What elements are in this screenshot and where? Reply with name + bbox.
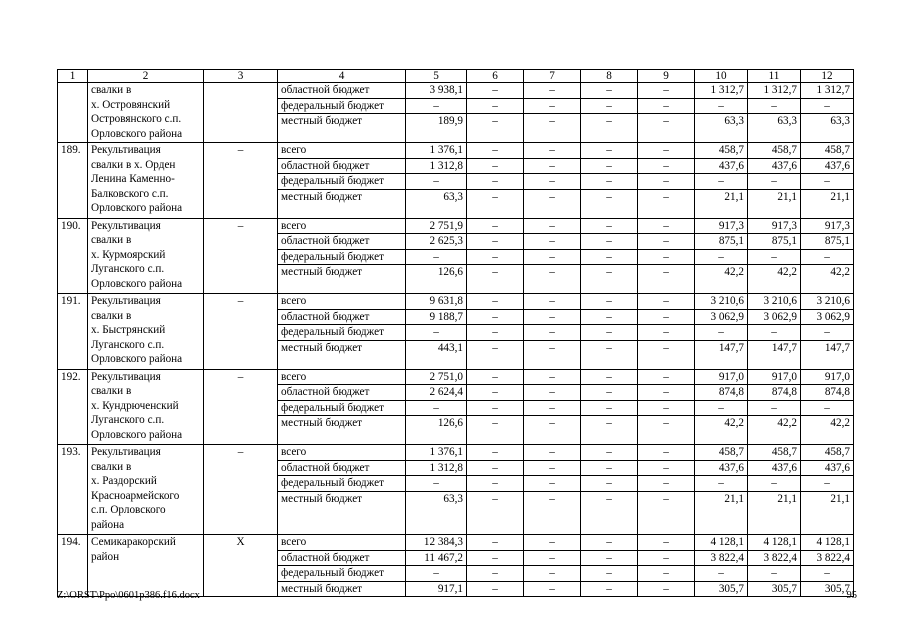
object-name: Семикаракорский район — [88, 535, 204, 597]
amount-cell: 437,6 — [695, 158, 748, 174]
amount-cell: 3 210,6 — [695, 294, 748, 310]
amount-cell: 11 467,2 — [406, 550, 467, 566]
budget-source: областной бюджет — [278, 309, 406, 325]
amount-cell: 1 312,8 — [406, 460, 467, 476]
amount-cell: – — [524, 265, 581, 294]
amount-cell: – — [748, 249, 801, 265]
amount-cell: – — [581, 218, 638, 234]
amount-cell: – — [748, 400, 801, 416]
amount-cell: 917,0 — [695, 369, 748, 385]
column-3-value — [204, 83, 278, 143]
amount-cell: – — [581, 535, 638, 551]
amount-cell: 42,2 — [748, 265, 801, 294]
column-number-header: 2 — [88, 70, 204, 83]
amount-cell: – — [638, 385, 695, 401]
budget-source: федеральный бюджет — [278, 325, 406, 341]
amount-cell: 21,1 — [801, 189, 854, 218]
amount-cell: – — [695, 249, 748, 265]
budget-source: федеральный бюджет — [278, 98, 406, 114]
amount-cell: – — [524, 189, 581, 218]
amount-cell: 875,1 — [748, 234, 801, 250]
amount-cell: 874,8 — [695, 385, 748, 401]
budget-source: местный бюджет — [278, 114, 406, 143]
amount-cell: 1 376,1 — [406, 143, 467, 159]
amount-cell: – — [695, 325, 748, 341]
amount-cell: – — [581, 476, 638, 492]
amount-cell: – — [524, 98, 581, 114]
amount-cell: – — [748, 98, 801, 114]
amount-cell: – — [801, 400, 854, 416]
amount-cell: 42,2 — [801, 416, 854, 445]
table-row — [58, 143, 854, 159]
amount-cell: – — [524, 535, 581, 551]
table-row — [58, 294, 854, 310]
amount-cell: – — [581, 189, 638, 218]
amount-cell: – — [638, 143, 695, 159]
column-number-header: 12 — [801, 70, 854, 83]
amount-cell: – — [524, 218, 581, 234]
amount-cell: 437,6 — [748, 460, 801, 476]
amount-cell: – — [406, 476, 467, 492]
amount-cell: 305,7 — [801, 581, 854, 597]
amount-cell: – — [467, 218, 524, 234]
amount-cell: 4 128,1 — [748, 535, 801, 551]
row-number: 194. — [58, 535, 88, 597]
amount-cell: 458,7 — [801, 143, 854, 159]
budget-source: всего — [278, 294, 406, 310]
amount-cell: – — [638, 309, 695, 325]
amount-cell: – — [467, 566, 524, 582]
amount-cell: 437,6 — [801, 158, 854, 174]
amount-cell: – — [581, 309, 638, 325]
table-row — [58, 535, 854, 551]
budget-source: областной бюджет — [278, 550, 406, 566]
amount-cell: 3 210,6 — [801, 294, 854, 310]
amount-cell: – — [638, 325, 695, 341]
amount-cell: – — [524, 158, 581, 174]
amount-cell: – — [467, 83, 524, 99]
amount-cell: – — [581, 114, 638, 143]
amount-cell: – — [638, 476, 695, 492]
amount-cell: – — [524, 460, 581, 476]
amount-cell: – — [581, 566, 638, 582]
budget-source: областной бюджет — [278, 158, 406, 174]
column-number-header: 4 — [278, 70, 406, 83]
amount-cell: – — [406, 249, 467, 265]
row-number: 190. — [58, 218, 88, 294]
amount-cell: – — [524, 369, 581, 385]
object-name: Рекультивация свалки в х. Курмоярский Луганского с.п. Орловского района — [88, 218, 204, 294]
amount-cell: 458,7 — [695, 445, 748, 461]
budget-source: всего — [278, 445, 406, 461]
amount-cell: 42,2 — [748, 416, 801, 445]
amount-cell: 917,0 — [801, 369, 854, 385]
amount-cell: – — [467, 550, 524, 566]
amount-cell: – — [581, 340, 638, 369]
column-number-header: 10 — [695, 70, 748, 83]
row-number: 191. — [58, 294, 88, 370]
amount-cell: – — [524, 385, 581, 401]
amount-cell: 1 312,7 — [801, 83, 854, 99]
amount-cell: 458,7 — [695, 143, 748, 159]
amount-cell: 1 312,7 — [748, 83, 801, 99]
budget-source: областной бюджет — [278, 83, 406, 99]
object-name: Рекультивация свалки в х. Раздорский Красноармейского с.п. Орловского района — [88, 445, 204, 535]
amount-cell: – — [638, 491, 695, 535]
amount-cell: – — [638, 98, 695, 114]
column-number-header: 3 — [204, 70, 278, 83]
amount-cell: 147,7 — [748, 340, 801, 369]
amount-cell: – — [524, 174, 581, 190]
amount-cell: 21,1 — [695, 491, 748, 535]
amount-cell: – — [638, 294, 695, 310]
amount-cell: – — [695, 400, 748, 416]
amount-cell: – — [524, 114, 581, 143]
object-name: Рекультивация свалки в х. Быстрянский Луганского с.п. Орловского района — [88, 294, 204, 370]
amount-cell: 4 128,1 — [801, 535, 854, 551]
budget-source: местный бюджет — [278, 491, 406, 535]
amount-cell: – — [638, 234, 695, 250]
amount-cell: 443,1 — [406, 340, 467, 369]
amount-cell: 3 062,9 — [801, 309, 854, 325]
amount-cell: – — [524, 340, 581, 369]
row-number: 192. — [58, 369, 88, 445]
amount-cell: – — [406, 174, 467, 190]
amount-cell: – — [467, 581, 524, 597]
amount-cell: – — [638, 400, 695, 416]
amount-cell: – — [801, 325, 854, 341]
amount-cell: – — [638, 535, 695, 551]
amount-cell: – — [695, 174, 748, 190]
object-name: Рекультивация свалки в х. Кундрюченский Луганского с.п. Орловского района — [88, 369, 204, 445]
amount-cell: 63,3 — [801, 114, 854, 143]
column-3-value: – — [204, 369, 278, 445]
column-number-header: 8 — [581, 70, 638, 83]
amount-cell: – — [467, 385, 524, 401]
amount-cell: – — [524, 416, 581, 445]
column-3-value: – — [204, 294, 278, 370]
amount-cell: – — [524, 491, 581, 535]
amount-cell: – — [467, 294, 524, 310]
amount-cell: 917,0 — [748, 369, 801, 385]
amount-cell: – — [638, 218, 695, 234]
amount-cell: 42,2 — [695, 265, 748, 294]
amount-cell: – — [748, 174, 801, 190]
amount-cell: 147,7 — [801, 340, 854, 369]
budget-source: всего — [278, 369, 406, 385]
amount-cell: – — [467, 114, 524, 143]
budget-source: местный бюджет — [278, 340, 406, 369]
amount-cell: 3 210,6 — [748, 294, 801, 310]
amount-cell: – — [695, 98, 748, 114]
amount-cell: 458,7 — [748, 143, 801, 159]
amount-cell: 3 822,4 — [801, 550, 854, 566]
amount-cell: – — [406, 566, 467, 582]
amount-cell: – — [524, 309, 581, 325]
amount-cell: – — [638, 265, 695, 294]
amount-cell: – — [467, 143, 524, 159]
amount-cell: 2 751,0 — [406, 369, 467, 385]
amount-cell: – — [638, 369, 695, 385]
amount-cell: 917,3 — [801, 218, 854, 234]
amount-cell: 21,1 — [748, 189, 801, 218]
amount-cell: – — [581, 460, 638, 476]
amount-cell: – — [638, 566, 695, 582]
amount-cell: – — [524, 234, 581, 250]
amount-cell: 2 751,9 — [406, 218, 467, 234]
budget-table — [57, 69, 854, 597]
column-number-header: 11 — [748, 70, 801, 83]
file-path: Z:\ORST\Ppo\0601p386.f16.docx — [57, 590, 200, 601]
column-3-value: – — [204, 218, 278, 294]
amount-cell: 21,1 — [748, 491, 801, 535]
amount-cell: 3 822,4 — [695, 550, 748, 566]
amount-cell: 42,2 — [801, 265, 854, 294]
amount-cell: 3 062,9 — [748, 309, 801, 325]
amount-cell: – — [581, 385, 638, 401]
amount-cell: – — [638, 158, 695, 174]
amount-cell: 21,1 — [695, 189, 748, 218]
amount-cell: – — [695, 566, 748, 582]
amount-cell: – — [581, 416, 638, 445]
amount-cell: – — [801, 249, 854, 265]
amount-cell: – — [467, 400, 524, 416]
amount-cell: 4 128,1 — [695, 535, 748, 551]
amount-cell: – — [581, 174, 638, 190]
column-number-header: 6 — [467, 70, 524, 83]
table-row — [58, 369, 854, 385]
column-3-value: – — [204, 445, 278, 535]
amount-cell: – — [467, 158, 524, 174]
budget-source: местный бюджет — [278, 581, 406, 597]
amount-cell: – — [524, 294, 581, 310]
amount-cell: – — [524, 83, 581, 99]
amount-cell: 189,9 — [406, 114, 467, 143]
amount-cell: – — [467, 369, 524, 385]
amount-cell: – — [406, 325, 467, 341]
amount-cell: – — [524, 476, 581, 492]
amount-cell: – — [467, 535, 524, 551]
amount-cell: – — [581, 98, 638, 114]
amount-cell: – — [638, 174, 695, 190]
amount-cell: 63,3 — [406, 491, 467, 535]
column-3-value: – — [204, 143, 278, 219]
budget-source: местный бюджет — [278, 416, 406, 445]
amount-cell: – — [638, 189, 695, 218]
amount-cell: 2 624,4 — [406, 385, 467, 401]
amount-cell: 63,3 — [695, 114, 748, 143]
amount-cell: – — [467, 234, 524, 250]
amount-cell: – — [524, 249, 581, 265]
amount-cell: – — [467, 416, 524, 445]
amount-cell: – — [467, 265, 524, 294]
amount-cell: – — [801, 98, 854, 114]
amount-cell: 437,6 — [801, 460, 854, 476]
amount-cell: – — [748, 325, 801, 341]
budget-source: всего — [278, 535, 406, 551]
budget-source: федеральный бюджет — [278, 566, 406, 582]
amount-cell: – — [638, 416, 695, 445]
amount-cell: – — [638, 445, 695, 461]
column-number-header: 9 — [638, 70, 695, 83]
amount-cell: – — [467, 98, 524, 114]
amount-cell: 63,3 — [406, 189, 467, 218]
amount-cell: – — [748, 566, 801, 582]
amount-cell: – — [638, 340, 695, 369]
amount-cell: – — [638, 114, 695, 143]
amount-cell: 9 631,8 — [406, 294, 467, 310]
amount-cell: – — [638, 460, 695, 476]
table-row — [58, 218, 854, 234]
amount-cell: – — [581, 369, 638, 385]
amount-cell: – — [467, 460, 524, 476]
column-number-header: 1 — [58, 70, 88, 83]
budget-source: федеральный бюджет — [278, 476, 406, 492]
amount-cell: – — [524, 550, 581, 566]
amount-cell: – — [748, 476, 801, 492]
amount-cell: – — [581, 491, 638, 535]
amount-cell: – — [581, 265, 638, 294]
amount-cell: – — [581, 294, 638, 310]
amount-cell: – — [524, 445, 581, 461]
amount-cell: 3 938,1 — [406, 83, 467, 99]
budget-source: местный бюджет — [278, 265, 406, 294]
object-name: свалки в х. Островянский Островянского с.п. Орловского района — [88, 83, 204, 143]
amount-cell: 126,6 — [406, 416, 467, 445]
amount-cell: 917,3 — [748, 218, 801, 234]
amount-cell: – — [467, 325, 524, 341]
amount-cell: 3 822,4 — [748, 550, 801, 566]
amount-cell: – — [581, 400, 638, 416]
amount-cell: – — [581, 325, 638, 341]
amount-cell: – — [638, 83, 695, 99]
column-number-header: 7 — [524, 70, 581, 83]
budget-source: всего — [278, 143, 406, 159]
budget-source: федеральный бюджет — [278, 174, 406, 190]
amount-cell: – — [467, 476, 524, 492]
table-body — [58, 83, 854, 597]
amount-cell: – — [524, 566, 581, 582]
amount-cell: – — [467, 445, 524, 461]
amount-cell: 305,7 — [748, 581, 801, 597]
amount-cell: – — [581, 445, 638, 461]
object-name: Рекультивация свалки в х. Орден Ленина Каменно- Балковского с.п. Орловского района — [88, 143, 204, 219]
amount-cell: – — [467, 174, 524, 190]
amount-cell: 874,8 — [801, 385, 854, 401]
budget-source: всего — [278, 218, 406, 234]
amount-cell: 1 376,1 — [406, 445, 467, 461]
amount-cell: 917,1 — [406, 581, 467, 597]
amount-cell: – — [524, 143, 581, 159]
amount-cell: – — [581, 143, 638, 159]
amount-cell: – — [467, 340, 524, 369]
amount-cell: 874,8 — [748, 385, 801, 401]
amount-cell: 437,6 — [695, 460, 748, 476]
amount-cell: 458,7 — [748, 445, 801, 461]
amount-cell: 875,1 — [695, 234, 748, 250]
amount-cell: 458,7 — [801, 445, 854, 461]
amount-cell: – — [406, 98, 467, 114]
budget-source: местный бюджет — [278, 189, 406, 218]
budget-source: областной бюджет — [278, 385, 406, 401]
column-3-value: X — [204, 535, 278, 597]
amount-cell: – — [524, 581, 581, 597]
header-row — [58, 70, 854, 83]
amount-cell: – — [581, 158, 638, 174]
budget-source: областной бюджет — [278, 460, 406, 476]
amount-cell: – — [467, 189, 524, 218]
amount-cell: 305,7 — [695, 581, 748, 597]
amount-cell: 12 384,3 — [406, 535, 467, 551]
amount-cell: 437,6 — [748, 158, 801, 174]
page-number: 95 — [846, 590, 857, 601]
amount-cell: 21,1 — [801, 491, 854, 535]
amount-cell: 9 188,7 — [406, 309, 467, 325]
amount-cell: – — [467, 249, 524, 265]
amount-cell: – — [467, 491, 524, 535]
amount-cell: – — [467, 309, 524, 325]
budget-source: областной бюджет — [278, 234, 406, 250]
amount-cell: – — [801, 174, 854, 190]
amount-cell: – — [581, 550, 638, 566]
amount-cell: 42,2 — [695, 416, 748, 445]
amount-cell: 63,3 — [748, 114, 801, 143]
amount-cell: 147,7 — [695, 340, 748, 369]
row-number — [58, 83, 88, 143]
amount-cell: – — [638, 249, 695, 265]
row-number: 193. — [58, 445, 88, 535]
amount-cell: – — [524, 325, 581, 341]
amount-cell: 1 312,8 — [406, 158, 467, 174]
amount-cell: 875,1 — [801, 234, 854, 250]
amount-cell: – — [581, 581, 638, 597]
table-header — [58, 70, 854, 83]
amount-cell: – — [406, 400, 467, 416]
amount-cell: – — [801, 476, 854, 492]
amount-cell: – — [524, 400, 581, 416]
amount-cell: 2 625,3 — [406, 234, 467, 250]
amount-cell: – — [801, 566, 854, 582]
amount-cell: – — [581, 83, 638, 99]
amount-cell: – — [581, 249, 638, 265]
budget-source: федеральный бюджет — [278, 249, 406, 265]
budget-source: федеральный бюджет — [278, 400, 406, 416]
table-row — [58, 83, 854, 99]
amount-cell: – — [695, 476, 748, 492]
amount-cell: 1 312,7 — [695, 83, 748, 99]
row-number: 189. — [58, 143, 88, 219]
amount-cell: – — [638, 550, 695, 566]
table-row — [58, 445, 854, 461]
amount-cell: – — [581, 234, 638, 250]
column-number-header: 5 — [406, 70, 467, 83]
amount-cell: – — [638, 581, 695, 597]
amount-cell: 126,6 — [406, 265, 467, 294]
amount-cell: 3 062,9 — [695, 309, 748, 325]
amount-cell: 917,3 — [695, 218, 748, 234]
